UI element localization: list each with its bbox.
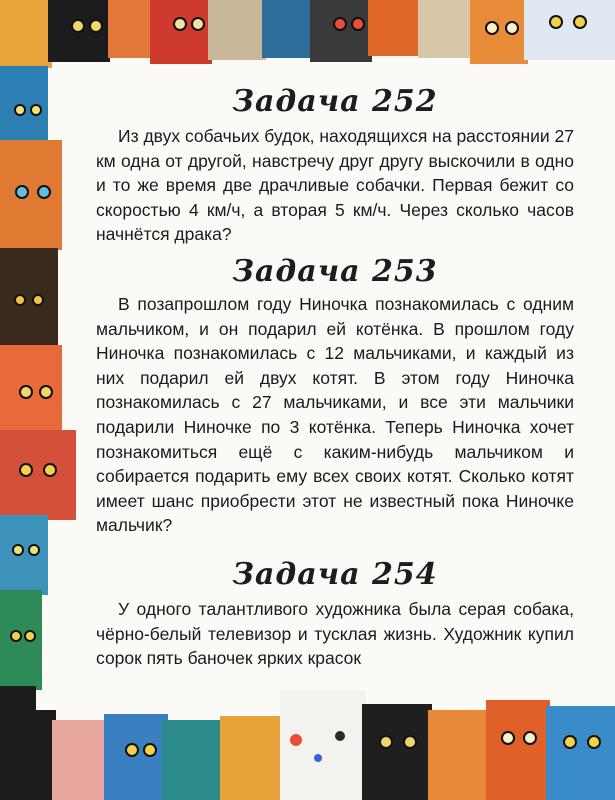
problem-253-text: В позапрошлом году Ниночка познакомилась с одним мальчиком, и он подарил ей котёнка. В прошлом году Ниночка познакомилась с 12 мальчиками, и каждый из них подарил ей двух котят. В этом году Ниночка познакомилась с 27 мальчиками, и все эти мальчики подарили Ниночке по 3 котёнка. Теперь Ниночка хочет познакомиться ещё с каким-нибудь мальчиком и собирается подарить ему всех своих котят. Сколько котят имеет шанс приобрести этот не известный пока Ниночке мальчик? xyxy=(96,294,574,536)
cat-border-bottom xyxy=(0,680,615,800)
cat-border-top xyxy=(0,0,615,68)
problem-254-title: Задача 254 xyxy=(232,557,438,592)
problem-254-text: У одного талантливого художника была серая собака, чёрно-белый телевизор и тусклая жизнь. Художник купил сорок пять баночек ярких красок xyxy=(96,599,574,669)
problem-252-title: Задача 252 xyxy=(232,84,438,119)
problem-252-text: Из двух собачьих будок, находящихся на расстоянии 27 км одна от другой, навстречу друг другу выскочили в одно и то же время две драчливые собачки. Первая бежит со скоростью 4 км/ч, а вторая 5 км/ч. Через сколько часов начнётся драка? xyxy=(96,126,574,245)
problem-253-title: Задача 253 xyxy=(232,254,438,289)
